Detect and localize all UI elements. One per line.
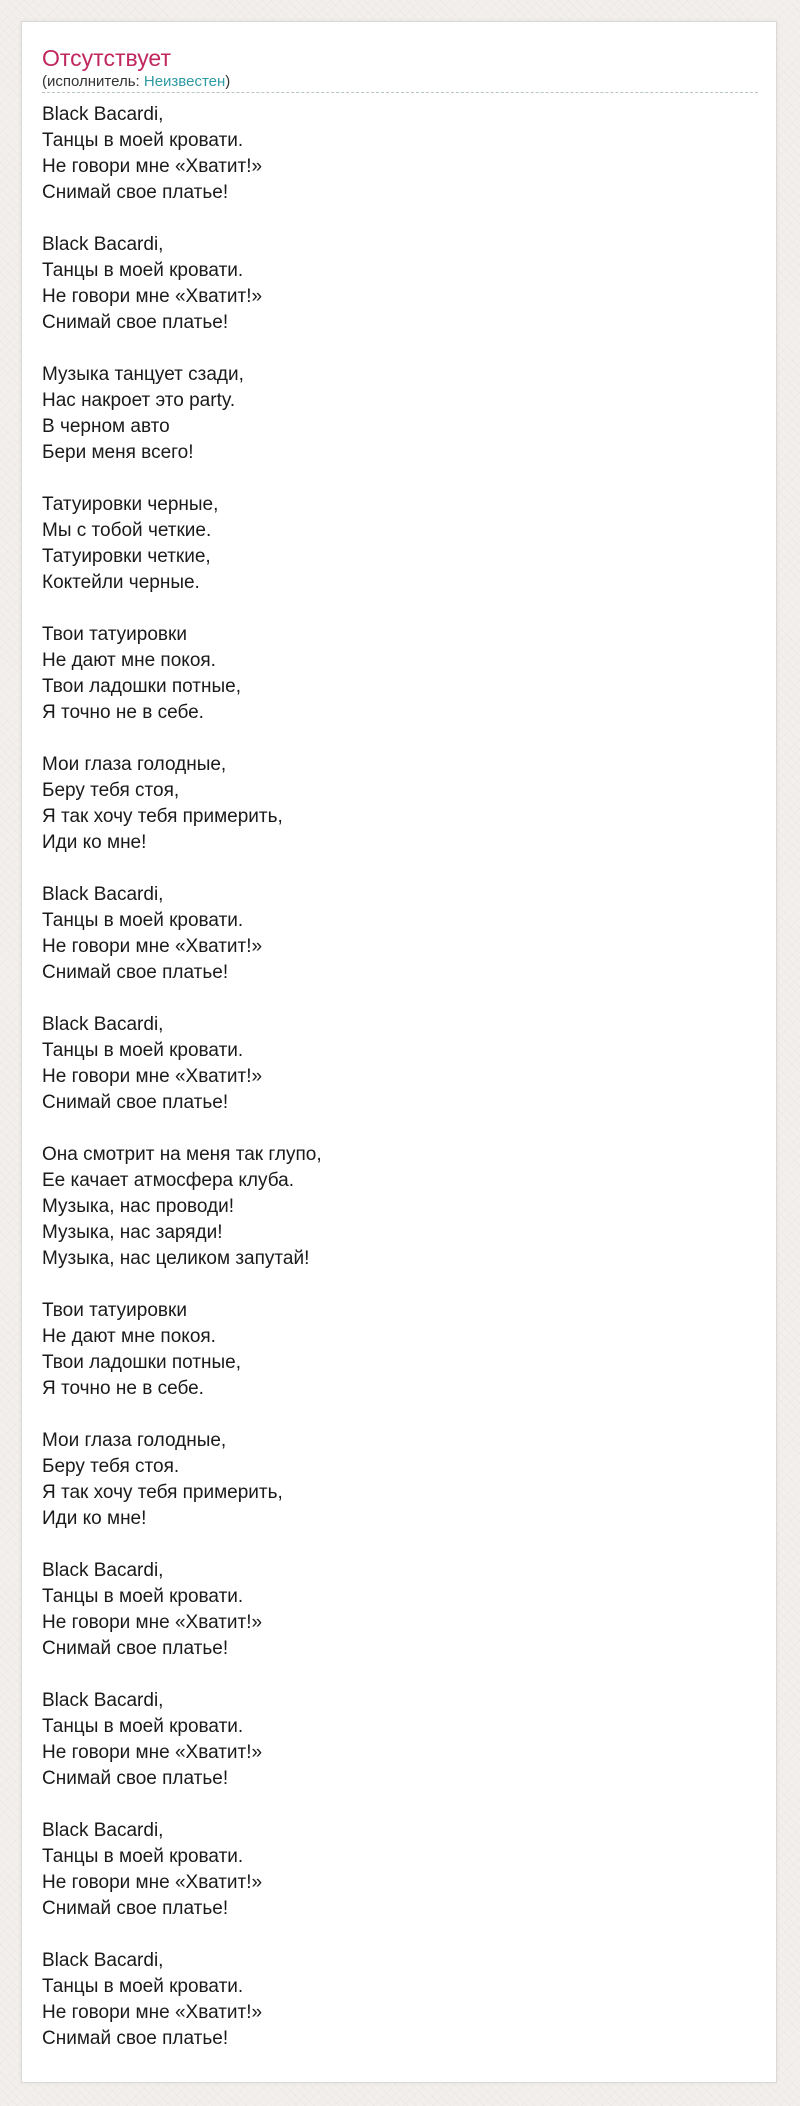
lyrics-stanza xyxy=(42,1558,758,1662)
lyrics-stanza xyxy=(42,622,758,726)
artist-prefix: (исполнитель: xyxy=(42,73,144,90)
lyrics-line: Не дают мне покоя. xyxy=(42,650,216,671)
lyrics-line: Иди ко мне! xyxy=(42,1508,147,1529)
lyrics-stanza xyxy=(42,882,758,986)
lyrics-line: В черном авто xyxy=(42,416,170,437)
lyrics-line: Танцы в моей кровати. xyxy=(42,1716,244,1737)
lyrics-stanza xyxy=(42,492,758,596)
lyrics-line: Я точно не в себе. xyxy=(42,1378,204,1399)
lyrics-line: Снимай свое платье! xyxy=(42,182,229,203)
lyrics-line: Black Bacardi, xyxy=(42,1560,164,1581)
lyrics-line: Танцы в моей кровати. xyxy=(42,130,244,151)
lyrics-line: Танцы в моей кровати. xyxy=(42,260,244,281)
lyrics-line: Танцы в моей кровати. xyxy=(42,1846,244,1867)
lyrics-stanza xyxy=(42,1818,758,1922)
lyrics-line: Танцы в моей кровати. xyxy=(42,910,244,931)
lyrics-line: Я так хочу тебя примерить, xyxy=(42,1482,283,1503)
lyrics-line: Black Bacardi, xyxy=(42,1014,164,1035)
lyrics-line: Снимай свое платье! xyxy=(42,1768,229,1789)
lyrics-stanza xyxy=(42,102,758,206)
lyrics-stanza xyxy=(42,1012,758,1116)
lyrics-line: Снимай свое платье! xyxy=(42,1898,229,1919)
lyrics-line: Музыка танцует сзади, xyxy=(42,364,244,385)
lyrics-line: Танцы в моей кровати. xyxy=(42,1586,244,1607)
song-header xyxy=(42,42,758,93)
lyrics-line: Бери меня всего! xyxy=(42,442,194,463)
artist-suffix: ) xyxy=(225,73,231,90)
lyrics-line: Не говори мне «Хватит!» xyxy=(42,286,263,307)
lyrics-line: Не говори мне «Хватит!» xyxy=(42,2002,263,2023)
lyrics-stanza xyxy=(42,232,758,336)
lyrics-body xyxy=(42,102,758,2052)
lyrics-line: Татуировки черные, xyxy=(42,494,219,515)
lyrics-line: Не говори мне «Хватит!» xyxy=(42,1612,263,1633)
lyrics-line: Не дают мне покоя. xyxy=(42,1326,216,1347)
lyrics-line: Black Bacardi, xyxy=(42,1690,164,1711)
lyrics-line: Снимай свое платье! xyxy=(42,1092,229,1113)
lyrics-stanza xyxy=(42,752,758,856)
lyrics-line: Мои глаза голодные, xyxy=(42,754,227,775)
lyrics-line: Нас накроет это party. xyxy=(42,390,236,411)
lyrics-line: Твои татуировки xyxy=(42,624,187,645)
lyrics-line: Снимай свое платье! xyxy=(42,312,229,333)
lyrics-line: Твои ладошки потные, xyxy=(42,1352,241,1373)
lyrics-line: Музыка, нас проводи! xyxy=(42,1196,235,1217)
lyrics-line: Не говори мне «Хватит!» xyxy=(42,1742,263,1763)
lyrics-stanza xyxy=(42,1688,758,1792)
lyrics-line: Black Bacardi, xyxy=(42,104,164,125)
lyrics-line: Твои татуировки xyxy=(42,1300,187,1321)
lyrics-line: Музыка, нас заряди! xyxy=(42,1222,223,1243)
lyrics-stanza xyxy=(42,1948,758,2052)
lyrics-line: Татуировки четкие, xyxy=(42,546,211,567)
lyrics-line: Музыка, нас целиком запутай! xyxy=(42,1248,310,1269)
lyrics-stanza xyxy=(42,362,758,466)
lyrics-line: Не говори мне «Хватит!» xyxy=(42,936,263,957)
lyrics-card xyxy=(21,21,777,2083)
lyrics-line: Не говори мне «Хватит!» xyxy=(42,156,263,177)
artist-link[interactable]: Неизвестен xyxy=(143,73,226,90)
lyrics-line: Black Bacardi, xyxy=(42,1820,164,1841)
lyrics-line: Беру тебя стоя, xyxy=(42,780,180,801)
song-title: Отсутствует xyxy=(42,45,171,71)
lyrics-line: Снимай свое платье! xyxy=(42,962,229,983)
lyrics-stanza xyxy=(42,1142,758,1272)
lyrics-stanza xyxy=(42,1428,758,1532)
lyrics-line: Мы с тобой четкие. xyxy=(42,520,212,541)
lyrics-line: Black Bacardi, xyxy=(42,234,164,255)
lyrics-line: Снимай свое платье! xyxy=(42,1638,229,1659)
lyrics-line: Беру тебя стоя. xyxy=(42,1456,180,1477)
artist-line xyxy=(42,72,230,92)
lyrics-line: Снимай свое платье! xyxy=(42,2028,229,2049)
lyrics-line: Танцы в моей кровати. xyxy=(42,1040,244,1061)
lyrics-line: Я так хочу тебя примерить, xyxy=(42,806,283,827)
lyrics-line: Коктейли черные. xyxy=(42,572,200,593)
lyrics-line: Твои ладошки потные, xyxy=(42,676,241,697)
lyrics-line: Не говори мне «Хватит!» xyxy=(42,1872,263,1893)
lyrics-line: Мои глаза голодные, xyxy=(42,1430,227,1451)
lyrics-line: Я точно не в себе. xyxy=(42,702,204,723)
lyrics-line: Танцы в моей кровати. xyxy=(42,1976,244,1997)
lyrics-stanza xyxy=(42,1298,758,1402)
lyrics-line: Black Bacardi, xyxy=(42,884,164,905)
lyrics-line: Не говори мне «Хватит!» xyxy=(42,1066,263,1087)
lyrics-line: Ее качает атмосфера клуба. xyxy=(42,1170,294,1191)
lyrics-line: Она смотрит на меня так глупо, xyxy=(42,1144,322,1165)
lyrics-line: Иди ко мне! xyxy=(42,832,147,853)
lyrics-line: Black Bacardi, xyxy=(42,1950,164,1971)
